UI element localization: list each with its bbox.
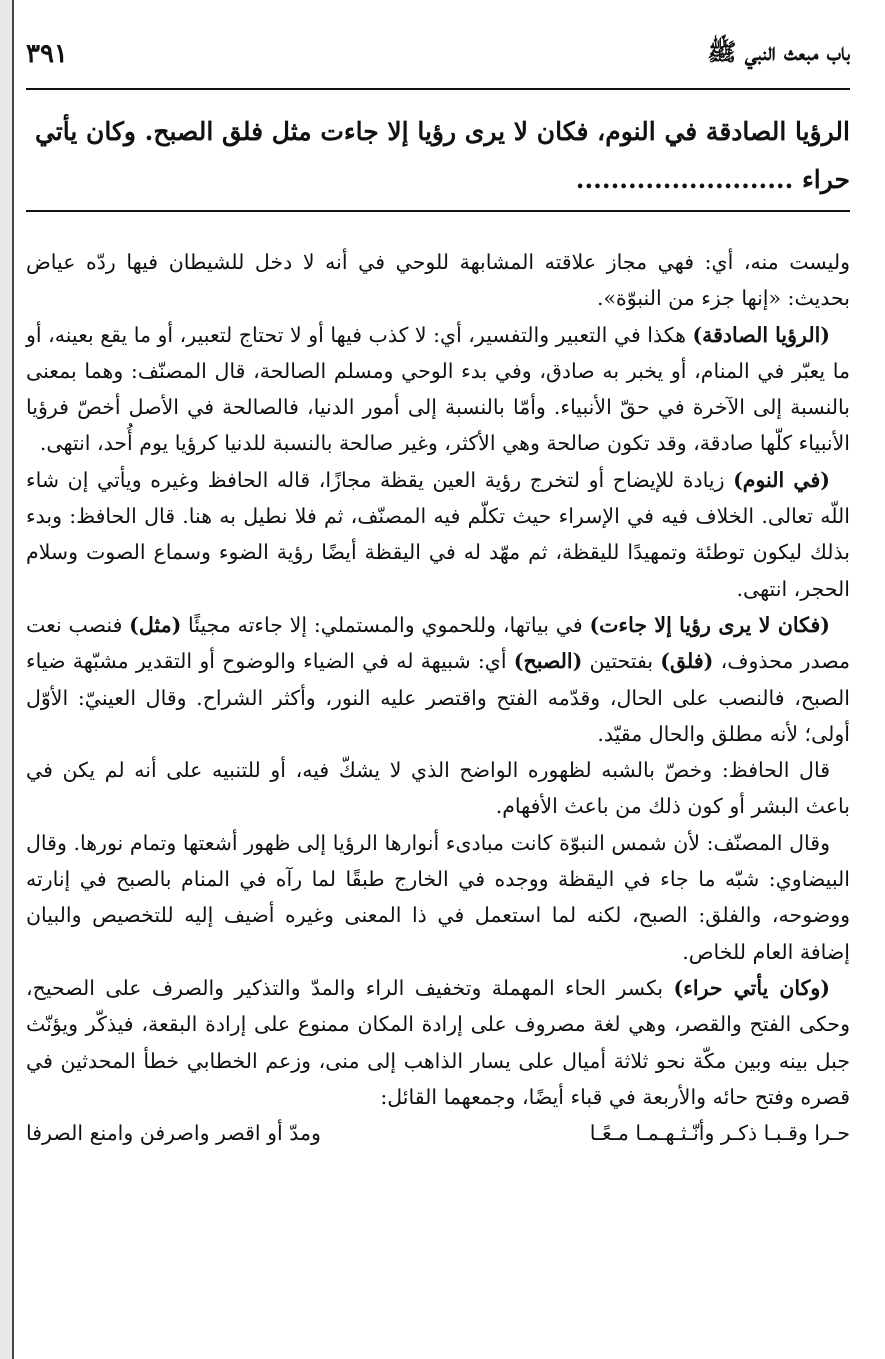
lemma: (الرؤيا الصادقة) — [692, 322, 830, 347]
commentary-paragraph: وقال المصنّف: لأن شمس النبوّة كانت مبادىء أنوارها الرؤيا إلى ظهور أشعتها وتمام نورها. وقال البيضاوي: شبّه ما جاء في اليقظة ووجده في الخارج طبقًا لما رآه في المنام بالصبح في إنارته ووضوحه، والفلق: الصبح، لكنه لما استعمل في ذا المعنى وغيره أضيف إليه للتخصيص والبيان إضافة العام للخاص. — [26, 830, 850, 964]
commentary — [26, 244, 850, 1151]
commentary-text: بفتحتين — [582, 649, 661, 674]
poem-verse — [26, 1115, 850, 1151]
commentary-paragraph — [26, 317, 850, 462]
hadith-line-2: حراء ......................... — [575, 165, 850, 194]
hadith-line-1: الرؤيا الصادقة في النوم، فكان لا يرى رؤيا إلا جاءت مثل فلق الصبح. وكان يأتي — [34, 117, 850, 146]
page-binding-margin — [0, 0, 12, 1359]
page-number: ٣٩١ — [26, 39, 68, 69]
commentary-text: أي: شبيهة له في الضياء والوضوح أو التقدير مشبّهة ضياء الصبح، فالنصب على الحال، وقدّمه الفتح واقتصر عليه النور، وأكثر الشراح. وقال العينيّ: الأوّل أولى؛ لأنه مطلق والحال مقيّد. — [26, 649, 850, 746]
running-head: باب مبعث النبي ﷺ — [707, 36, 850, 66]
page-binding-edge — [12, 0, 14, 1359]
book-page — [26, 0, 850, 1359]
commentary-paragraph: وليست منه، أي: فهي مجاز علاقته المشابهة للوحي في أنه لا دخل للشيطان فيها ردّه عياض بحديث: «إنها جزء من النبوّة». — [26, 250, 850, 311]
commentary-paragraph: قال الحافظ: وخصّ بالشبه لظهوره الواضح الذي لا يشكّ فيه، أو للتنبيه على أنه لم يكن في باعث البشر أو كون ذلك من باعث الأفهام. — [26, 758, 850, 819]
commentary-text: فنصب نعت مصدر محذوف، — [26, 612, 850, 674]
hadith-text — [26, 108, 850, 204]
header-rule — [26, 88, 850, 90]
commentary-text: بكسر الحاء المهملة وتخفيف الراء والمدّ والتذكير والصرف على الصحيح، وحكى الفتح والقصر، وهي لغة مصروف على إرادة المكان ممنوع على إرادة البقعة، فيذكّر ويؤنّث جبل بينه وبين مكّة نحو ثلاثة أميال على يسار الذاهب إلى منى، وزعم الخطابي خطأ المحدثين في قصره وفتح حائه والأربعة في قباء أيضًا، وجمعهما القائل: — [26, 975, 850, 1109]
commentary-paragraph — [26, 462, 850, 607]
commentary-text: في بياتها، وللحموي والمستملي: إلا جاءته مجيئًا — [181, 612, 590, 637]
commentary-paragraph — [26, 607, 850, 752]
commentary-text: زيادة للإيضاح أو لتخرج رؤية العين يقظة مجازًا، قاله الحافظ وغيره ويأتي إن شاء اللّه تعالى. الخلاف فيه في الإسراء حيث تكلّم فيه المصنّف، ثم فلا نطيل به هنا. قال الحافظ: وبدء بذلك ليكون توطئة وتمهيدًا لليقظة، ثم مهّد له في اليقظة أيضًا رؤية الضوء وسماع الصوت وسلام الحجر، انتهى. — [26, 467, 850, 601]
separator-rule — [26, 210, 850, 212]
lemma: (الصبح) — [513, 649, 583, 674]
commentary-paragraph — [26, 970, 850, 1115]
commentary-text: هكذا في التعبير والتفسير، أي: لا كذب فيها أو لا تحتاج لتعبير، أو ما يقع بعينه، أو ما يعبّر في المنام، أو يخبر به صادق، وفي بدء الوحي ومسلم الصالحة، قال المصنّف: وهما بمعنى بالنسبة إلى الآخرة في حقّ الأنبياء. وأمّا بالنسبة إلى أمور الدنيا، فالصالحة في الأصل أخصّ فرؤيا الأنبياء كلّها صادقة، وقد تكون صالحة وهي الأكثر، وغير صالحة بالنسبة للدنيا كرؤيا يوم أُحد، انتهى. — [26, 322, 850, 456]
poem-hemistich-left: ومدّ أو اقصر واصرفن وامنع الصرفا — [26, 1121, 321, 1146]
lemma: (فكان لا يرى رؤيا إلا جاءت) — [589, 612, 830, 637]
lemma: (في النوم) — [733, 467, 830, 492]
page-header — [26, 30, 850, 78]
poem-hemistich-right: حـرا وقـبـا ذكـر وأنّـثـهـمـا مـعًـا — [589, 1121, 850, 1146]
lemma: (مثل) — [129, 612, 182, 637]
lemma: (وكان يأتي حراء) — [673, 975, 830, 1000]
lemma: (فلق) — [660, 649, 714, 674]
